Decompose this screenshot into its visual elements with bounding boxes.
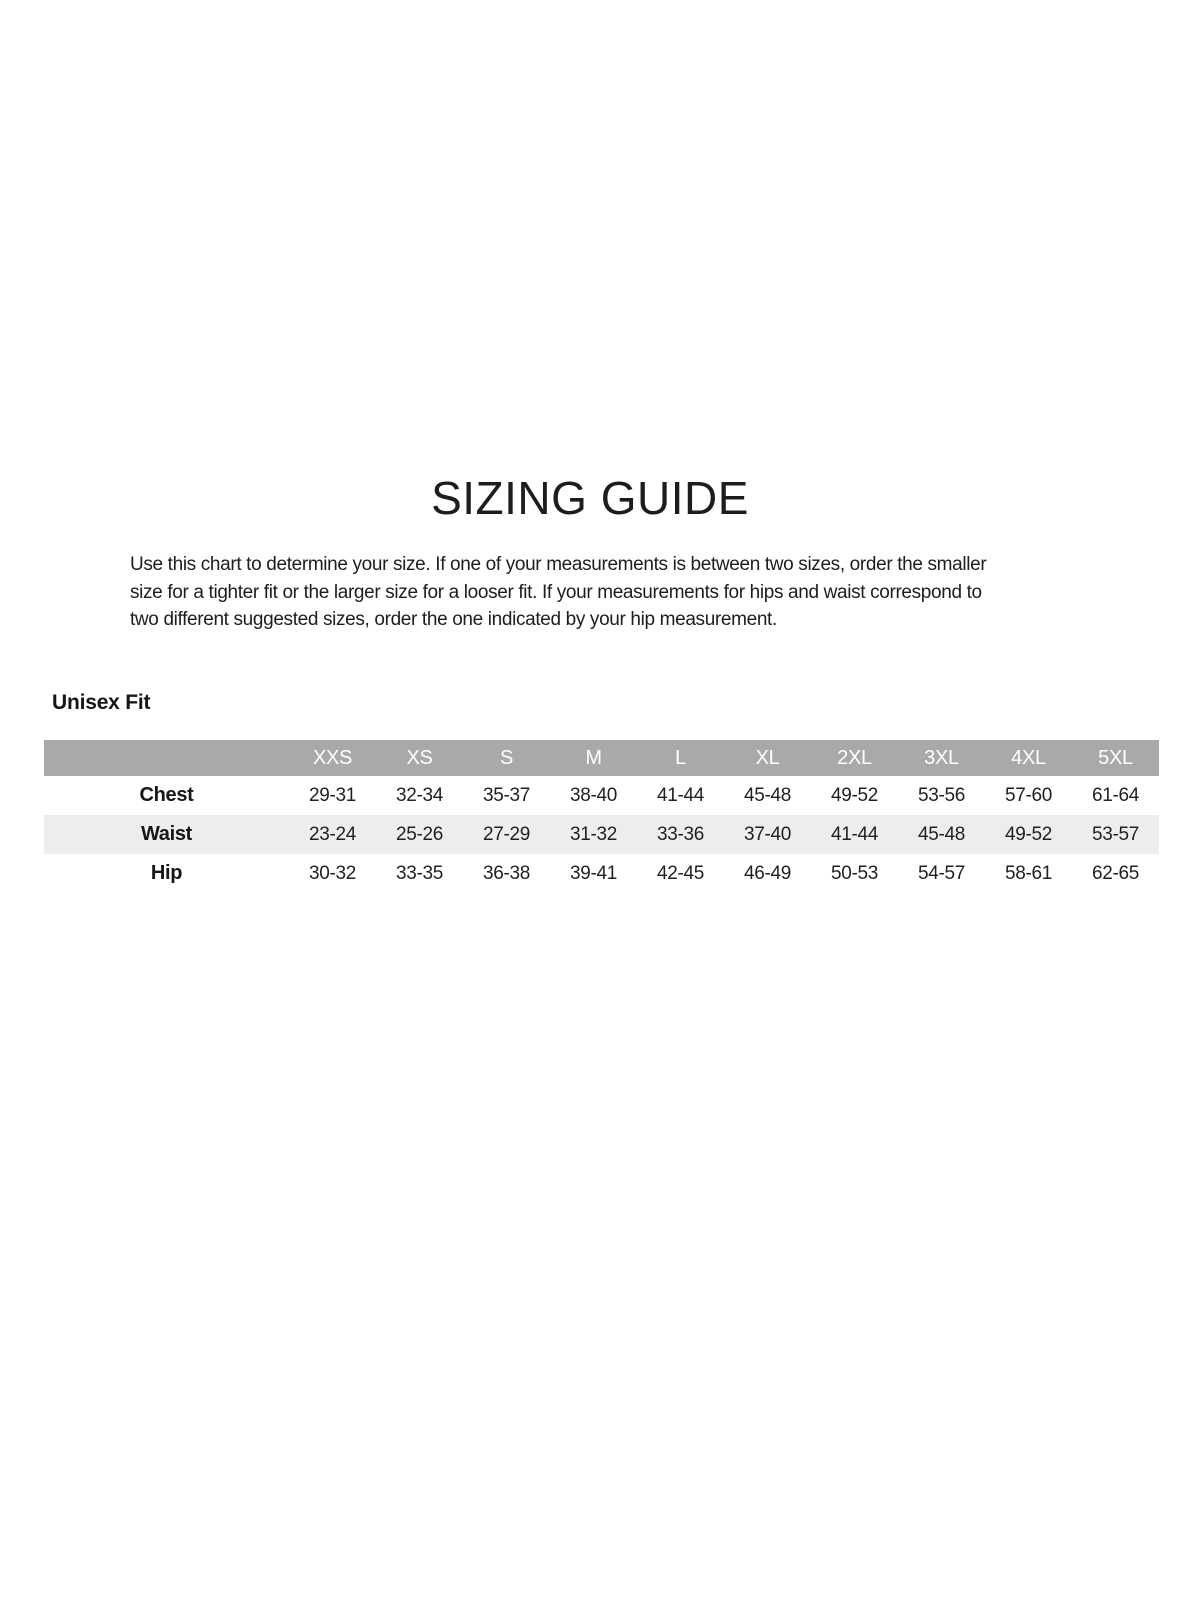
waist-cell-xl: 37-40 [724,815,811,854]
header-empty-cell [44,740,289,776]
hip-cell-4xl: 58-61 [1004,862,1053,884]
size-column-header-3xl: 3XL [898,740,985,776]
chest-cell-xxs: 29-31 [308,784,357,806]
waist-cell-s: 27-29 [463,815,550,854]
hip-cell-2xl: 50-53 [830,862,879,884]
intro-line-1: Use this chart to determine your size. If one of your measurements is between two sizes, order the smaller [130,554,987,575]
intro-paragraph [130,551,1070,634]
size-column-header-xxs: XXS [289,740,376,776]
size-column-header-l: L [637,740,724,776]
size-column-header-4xl: 4XL [985,740,1072,776]
size-column-header-s: S [463,740,550,776]
size-column-header-2xl: 2XL [811,740,898,776]
waist-cell-2xl: 41-44 [811,815,898,854]
chest-cell-4xl: 57-60 [1004,784,1053,806]
hip-cell-s: 36-38 [482,862,531,884]
waist-cell-5xl: 53-57 [1072,815,1159,854]
waist-cell-xxs: 23-24 [289,815,376,854]
size-column-header-xl: XL [724,740,811,776]
chest-cell-l: 41-44 [656,784,705,806]
table-row-chest [44,776,1159,815]
chest-cell-xl: 45-48 [743,784,792,806]
chest-cell-3xl: 53-56 [917,784,966,806]
section-heading-unisex-fit: Unisex Fit [52,691,151,714]
size-column-header-xs: XS [376,740,463,776]
waist-cell-xs: 25-26 [376,815,463,854]
size-column-header-m: M [550,740,637,776]
row-label-hip: Hip [150,862,183,884]
waist-cell-4xl: 49-52 [985,815,1072,854]
chest-cell-2xl: 49-52 [830,784,879,806]
size-column-header-5xl: 5XL [1072,740,1159,776]
row-label-waist: Waist [44,815,289,854]
hip-cell-5xl: 62-65 [1091,862,1140,884]
chest-cell-5xl: 61-64 [1091,784,1140,806]
page-title: SIZING GUIDE [431,472,749,524]
size-chart-table [44,740,1159,893]
chest-cell-xs: 32-34 [395,784,444,806]
chest-cell-s: 35-37 [482,784,531,806]
hip-cell-l: 42-45 [656,862,705,884]
waist-cell-m: 31-32 [550,815,637,854]
hip-cell-xl: 46-49 [743,862,792,884]
hip-cell-3xl: 54-57 [917,862,966,884]
waist-cell-3xl: 45-48 [898,815,985,854]
waist-cell-l: 33-36 [637,815,724,854]
size-header-row [44,740,1159,776]
row-label-chest: Chest [139,784,194,806]
hip-cell-xs: 33-35 [395,862,444,884]
intro-line-2: size for a tighter fit or the larger size for a looser fit. If your measurements for hips and waist correspond to [130,581,982,603]
intro-line-3: two different suggested sizes, order the one indicated by your hip measurement. [130,609,777,630]
table-row-hip [44,854,1159,893]
hip-cell-xxs: 30-32 [308,862,357,884]
chest-cell-m: 38-40 [569,784,618,806]
hip-cell-m: 39-41 [569,862,618,884]
table-row-waist [44,815,1159,854]
